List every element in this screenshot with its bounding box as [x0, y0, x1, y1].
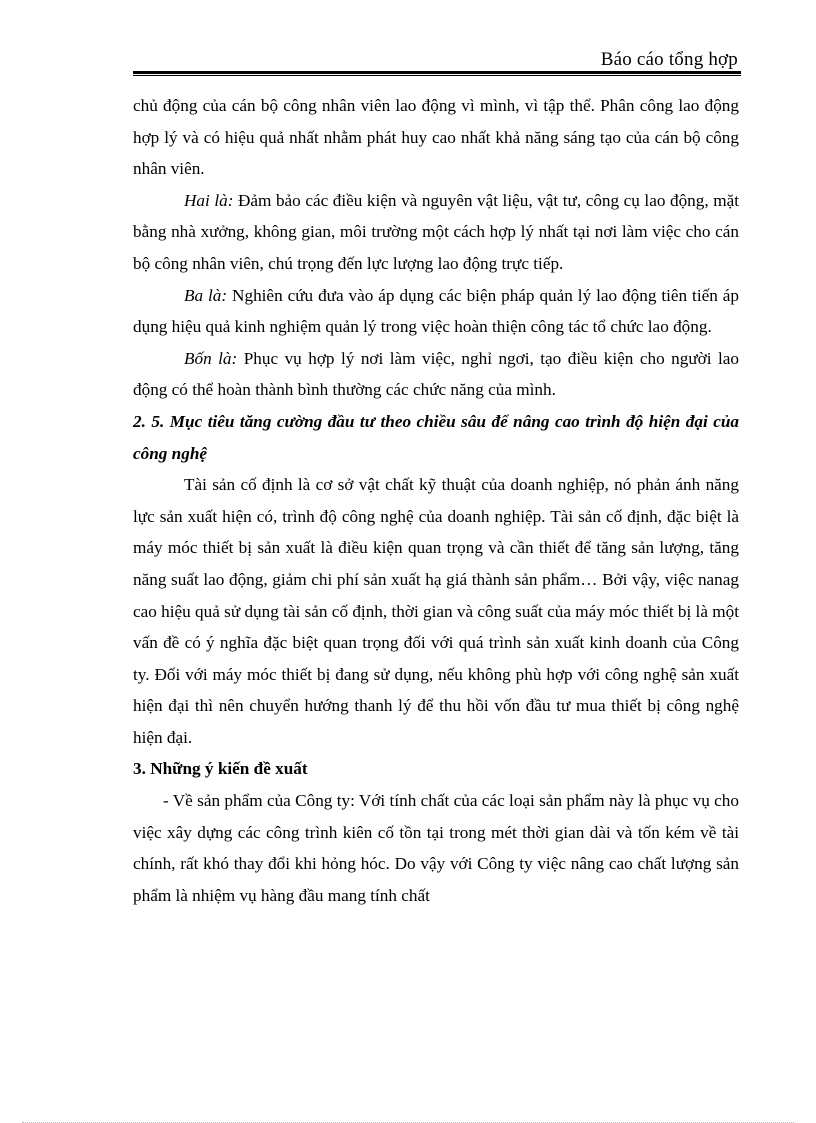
page-header-title: Báo cáo tổng hợp	[600, 49, 738, 70]
paragraph-label: Hai là:	[184, 190, 234, 210]
section-heading-2-5: 2. 5. Mục tiêu tăng cường đầu tư theo chiều sâu để nâng cao trình độ hiện đại của công nghệ	[133, 411, 739, 463]
paragraph-label: Bốn là:	[184, 348, 238, 368]
paragraph-label: Ba là:	[184, 285, 228, 305]
document-body	[133, 90, 739, 911]
section-heading-3: 3. Những ý kiến đề xuất	[133, 759, 308, 779]
section-2-5-body: Tài sản cố định là cơ sở vật chất kỹ thuật của doanh nghiệp, nó phản ánh năng lực sản xuất hiện có, trình độ công nghệ của doanh nghiệp. Tài sản cố định, đặc biệt là máy móc thiết bị sản xuất là điều kiện quan trọng và cần thiết để tăng sản lượng, tăng năng suất lao động, giảm chi phí sản xuất hạ giá thành sản phẩm… Bởi vậy, việc nanag cao hiệu quả sử dụng tài sản cố định, thời gian và công suất của máy móc thiết bị là một vấn đề có ý nghĩa đặc biệt quan trọng đối với quá trình sản xuất kinh doanh của Công ty. Đối với máy móc thiết bị đang sử dụng, nếu không phù hợp với công nghệ sản xuất hiện đại thì nên chuyển hướng thanh lý để thu hồi vốn đầu tư mua thiết bị công nghệ hiện đại.	[133, 475, 739, 747]
header-rule-thin	[133, 75, 741, 76]
paragraph-hai-la	[133, 185, 739, 280]
section-3-body: - Về sản phẩm của Công ty: Với tính chất của các loại sản phẩm này là phục vụ cho việc xây dựng các công trình kiên cố tồn tại trong mét thời gian dài và tốn kém về tài chính, rất khó thay đổi khi hỏng hóc. Do vậy với Công ty việc nâng cao chất lượng sản phẩm là nhiệm vụ hàng đầu mang tính chất	[133, 791, 739, 905]
paragraph-text: Phục vụ hợp lý nơi làm việc, nghỉ ngơi, tạo điều kiện cho người lao động có thể hoàn thành bình thường các chức năng của mình.	[133, 348, 739, 400]
paragraph-continuation: chủ động của cán bộ công nhân viên lao động vì mình, vì tập thể. Phân công lao động hợp lý và có hiệu quả nhất nhằm phát huy cao nhất khả năng sáng tạo của cán bộ công nhân viên.	[133, 96, 739, 179]
paragraph-bon-la	[133, 343, 739, 406]
paragraph-ba-la	[133, 280, 739, 343]
header-rule-thick	[133, 71, 741, 74]
paragraph-text: Nghiên cứu đưa vào áp dụng các biện pháp quản lý lao động tiên tiến áp dụng hiệu quả kinh nghiệm quản lý trong việc hoàn thiện công tác tổ chức lao động.	[133, 285, 739, 337]
paragraph-text: Đảm bảo các điều kiện và nguyên vật liệu, vật tư, công cụ lao động, mặt bằng nhà xưởng, không gian, môi trường một cách hợp lý nhất tại nơi làm việc cho cán bộ công nhân viên, chú trọng đến lực lượng lao động trực tiếp.	[133, 190, 739, 273]
